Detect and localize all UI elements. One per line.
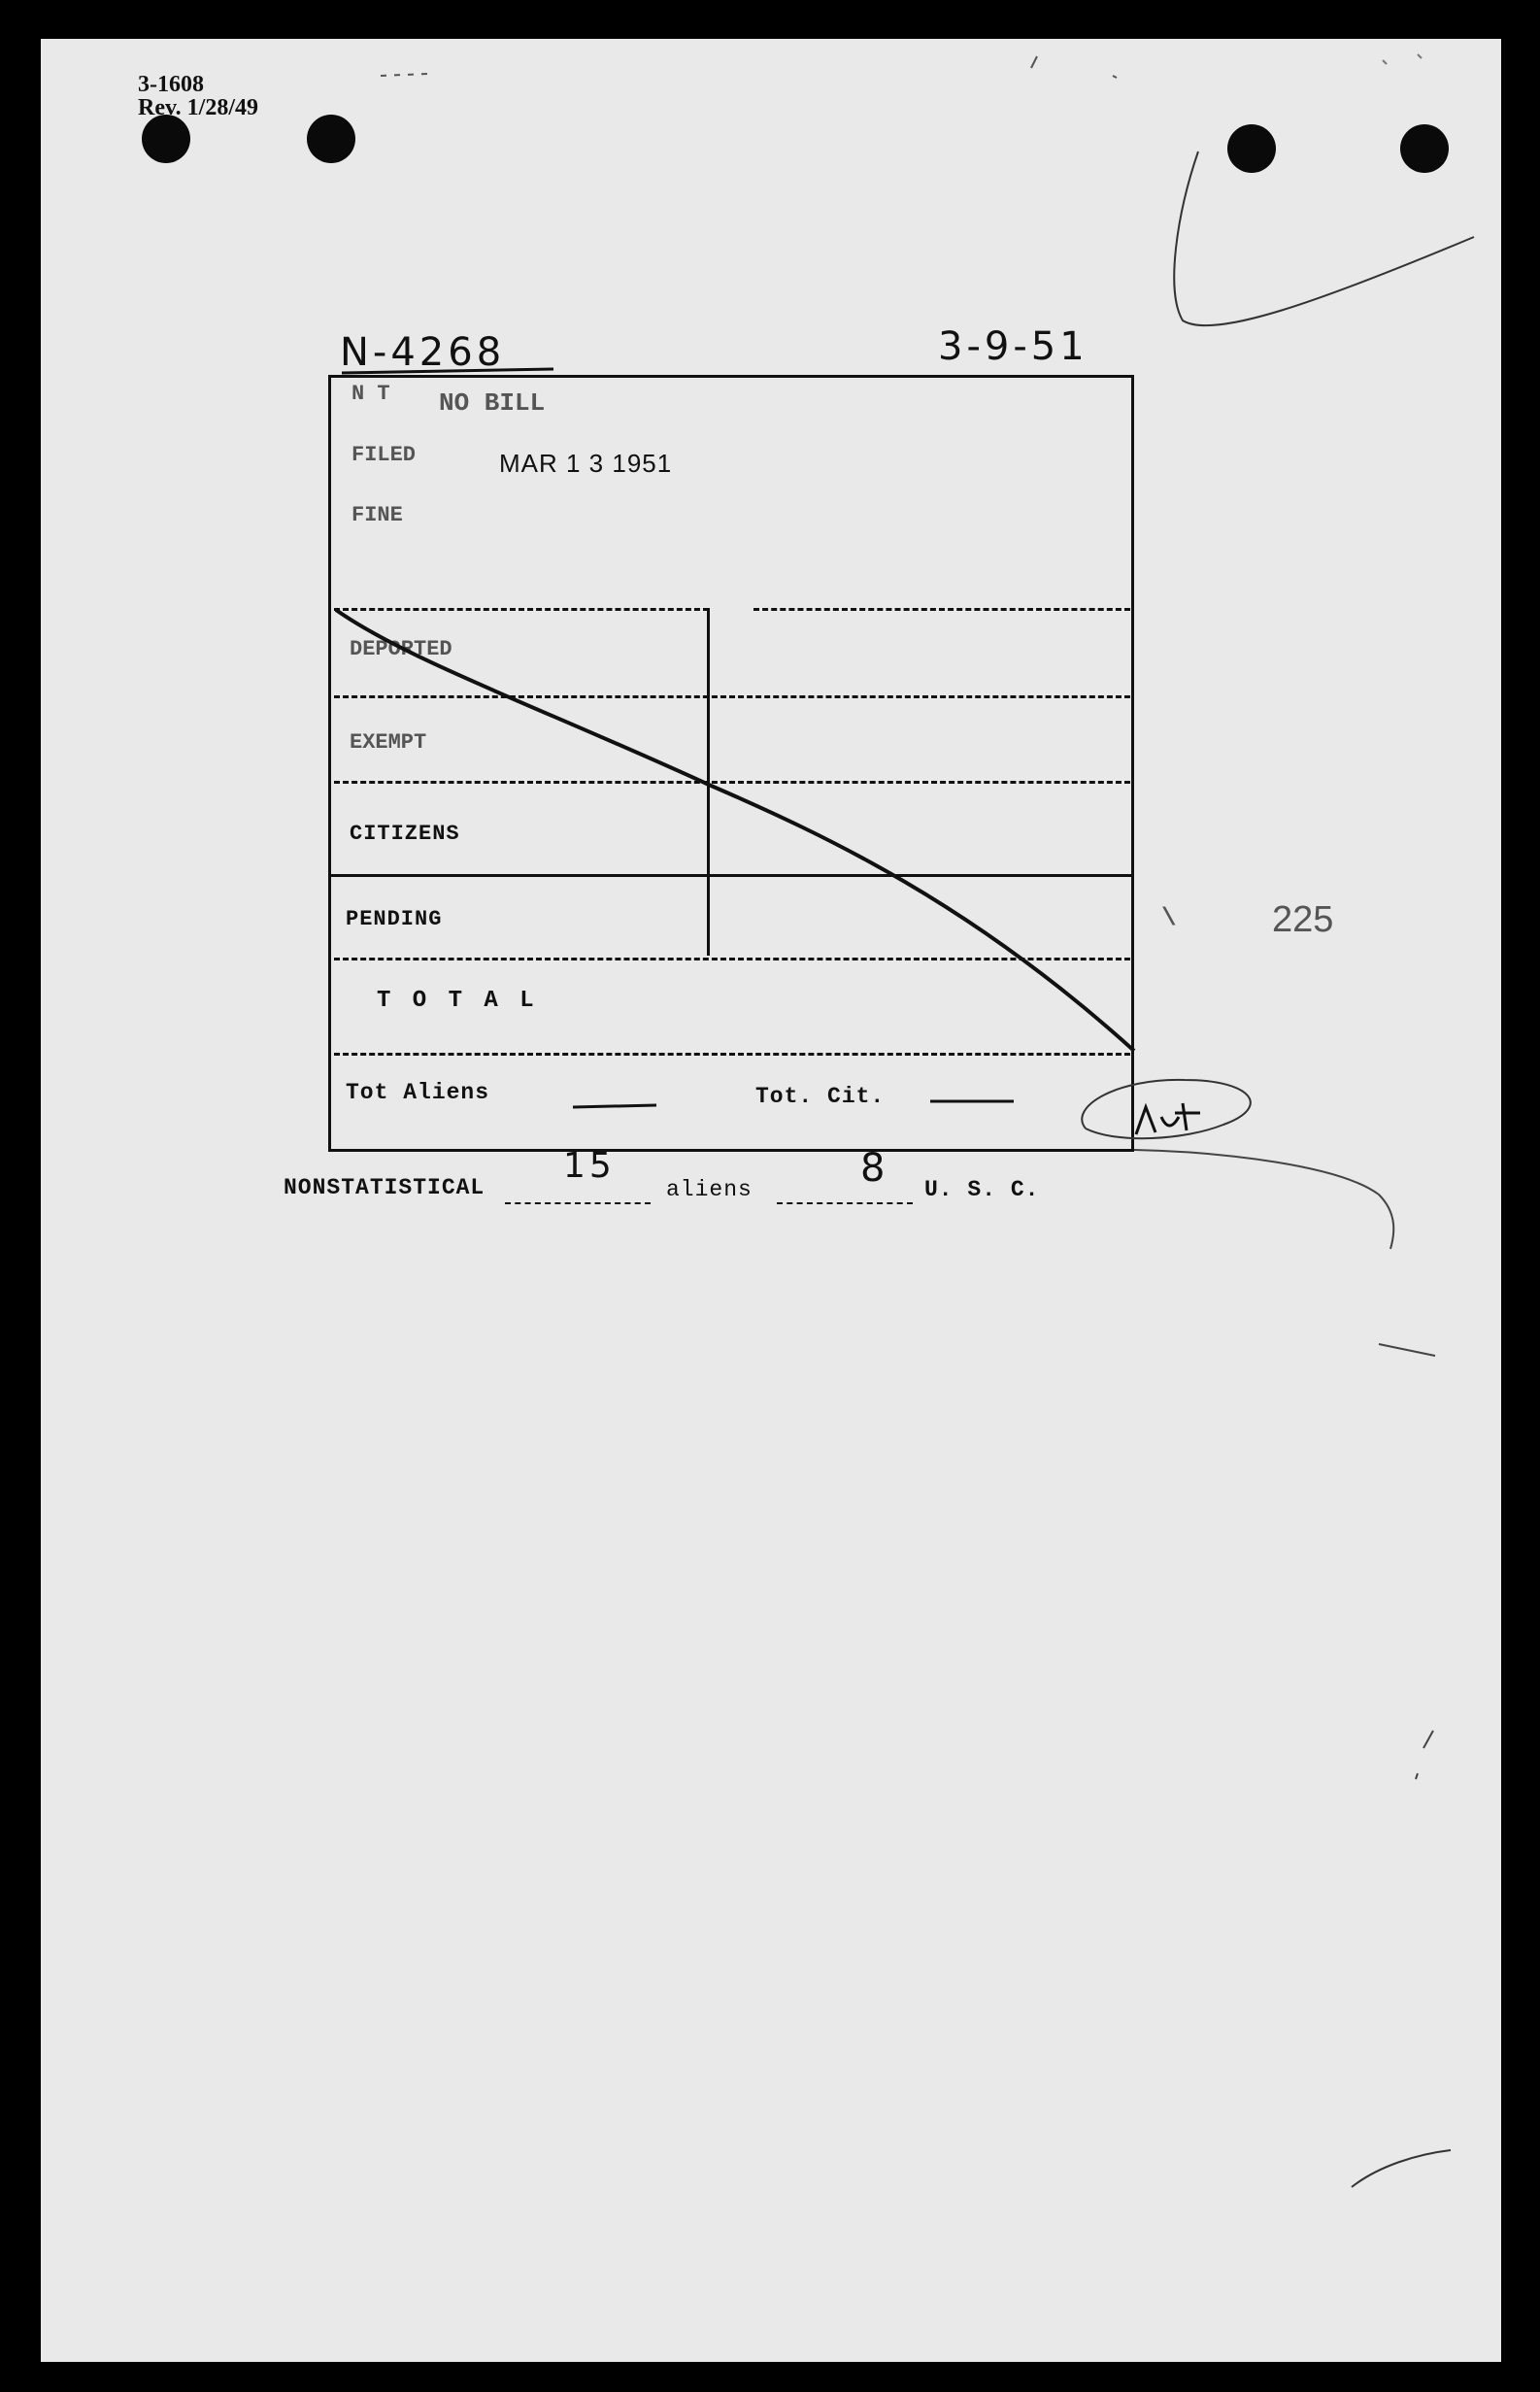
usc-count: 8 bbox=[860, 1146, 889, 1191]
stray-mark bbox=[381, 74, 427, 76]
row-label-citizens: CITIZENS bbox=[350, 822, 460, 846]
row-label-pending: PENDING bbox=[346, 907, 443, 931]
tot-aliens-blank bbox=[573, 1105, 656, 1107]
case-date: 3-9-51 bbox=[938, 324, 1088, 369]
side-number: 225 bbox=[1272, 899, 1334, 940]
case-number-underline bbox=[342, 369, 553, 373]
initials-tail bbox=[1134, 1150, 1393, 1249]
stray-mark bbox=[1352, 2150, 1451, 2187]
usc-label: U. S. C. bbox=[924, 1177, 1040, 1202]
side-mark: \ bbox=[1161, 903, 1177, 932]
total-label: T O T A L bbox=[377, 988, 538, 1014]
aliens-label: aliens bbox=[666, 1177, 753, 1202]
form-revision: Rev. 1/28/49 bbox=[138, 95, 258, 120]
cancel-stroke bbox=[336, 610, 1134, 1051]
tot-cit-label: Tot. Cit. bbox=[755, 1084, 886, 1109]
filed-date-stamp: MAR 1 3 1951 bbox=[499, 449, 673, 478]
nonstatistical-label: NONSTATISTICAL bbox=[284, 1175, 485, 1200]
initials-scrawl bbox=[1136, 1103, 1200, 1134]
stray-mark bbox=[1379, 1344, 1435, 1356]
filed-label: FILED bbox=[352, 443, 417, 467]
stray-mark bbox=[1031, 56, 1117, 78]
nt-label: N T bbox=[352, 382, 390, 406]
aliens-count: 15 bbox=[563, 1146, 616, 1186]
row-label-exempt: EXEMPT bbox=[350, 730, 427, 755]
tot-aliens-label: Tot Aliens bbox=[346, 1080, 490, 1105]
form-number: 3-1608 bbox=[138, 72, 204, 97]
initials-loop bbox=[1082, 1080, 1250, 1138]
nt-value: NO BILL bbox=[439, 388, 546, 418]
row-label-deported: DEPORTED bbox=[350, 637, 452, 661]
corner-curve bbox=[1174, 152, 1474, 325]
stray-mark bbox=[1383, 54, 1422, 64]
stray-mark bbox=[1416, 1731, 1433, 1779]
fine-label: FINE bbox=[352, 503, 403, 527]
case-number: N-4268 bbox=[340, 330, 506, 375]
